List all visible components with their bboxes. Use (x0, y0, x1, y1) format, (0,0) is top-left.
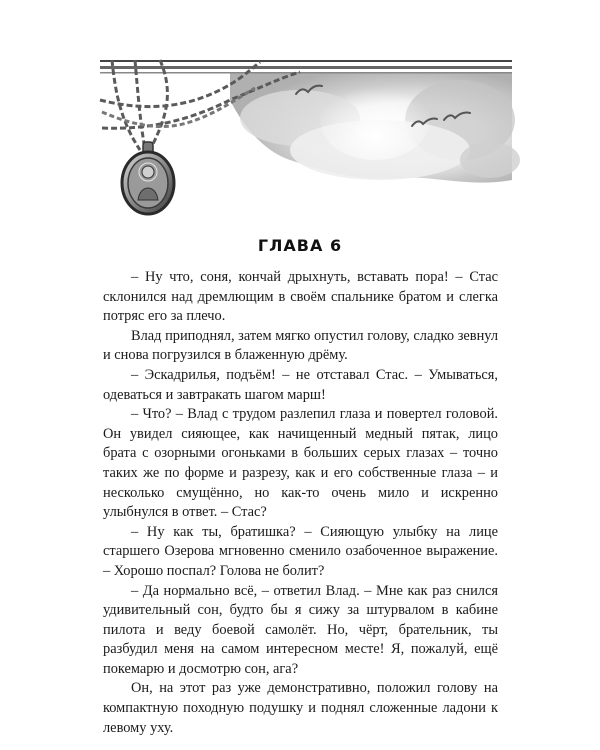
saint-medallion-icon (122, 142, 174, 214)
chapter-text (103, 268, 498, 738)
paragraph: – Ну что, соня, кончай дрыхнуть, вставать пора! – Стас склонился над дремлющим в своём спальнике братом и слегка потряс его за плечо. (103, 269, 498, 325)
paragraph: Влад приподнял, затем мягко опустил голову, сладко зевнул и снова погрузился в блаженную дрёму. (103, 327, 499, 364)
sky-clouds (230, 72, 520, 183)
paragraph: – Да нормально всё, – ответил Влад. – Мне как раз снился удивительный сон, будто бы я сижу за штурвалом в кабине пилота и веду боевой самолёт. Но, чёрт, брательник, ты разбудил меня на самом интересном месте! Я, пожалуй, ещё покемарю и досмотрю сон, ага? (103, 582, 498, 677)
paragraph: Он, на этот раз уже демонстративно, положил голову на компактную походную подушку и поднял сложенные ладони к левому уху. (103, 680, 498, 736)
paragraph: – Эскадрилья, подъём! – не отставал Стас. – Умываться, одеваться и завтракать шагом марш! (103, 366, 498, 403)
paragraph: – Ну как ты, братишка? – Сияющую улыбку на лице старшего Озерова мгновенно сменило озабоченное выражение. – Хорошо поспал? Голова не болит? (103, 523, 498, 579)
chapter-title: ГЛАВА 6 (257, 236, 343, 255)
chapter-header-illustration (0, 0, 600, 220)
paragraph: – Что? – Влад с трудом разлепил глаза и повертел головой. Он увидел сияющее, как начищенный медный пятак, лицо брата с озорными огоньками в больших серых глазах – точно таких же по форме и разрезу, как и его собственные глаза – и несколько смущённо, но как-то очень мило и искренно улыбнулся в ответ. – Стас? (103, 406, 498, 521)
